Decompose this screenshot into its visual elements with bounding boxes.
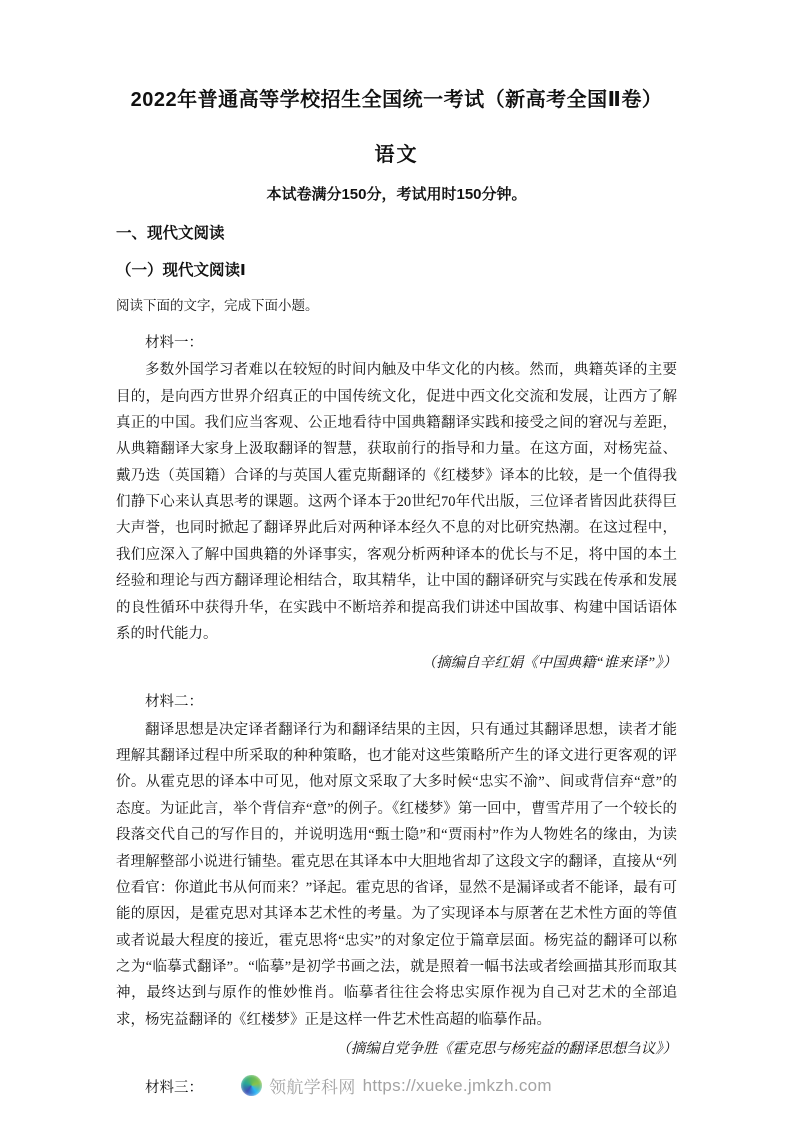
site-logo-icon bbox=[241, 1075, 262, 1096]
subsection-heading-reading-1: （一）现代文阅读Ⅰ bbox=[116, 262, 246, 279]
material-2-source: （摘编自党争胜《霍克思与杨宪益的翻译思想刍议》） bbox=[336, 1041, 677, 1058]
material-2-label: 材料二： bbox=[145, 694, 203, 710]
site-url: https://xueke.jmkzh.com bbox=[362, 1075, 552, 1095]
material-1-source: （摘编自辛红娟《中国典籍“谁来译”》） bbox=[421, 655, 677, 672]
site-name: 领航学科网 bbox=[269, 1078, 356, 1097]
watermark-footer bbox=[0, 1073, 793, 1098]
material-3-label: 材料三： bbox=[145, 1079, 203, 1096]
material-2-text: 翻译思想是决定译者翻译行为和翻译结果的主因，只有通过其翻译思想，读者才能理解其翻译过程中所采取的种种策略，也才能对这些策略所产生的译文进行更客观的评价。从霍克思的译本中可见，他对原文采取了大多时候“忠实不渝”、间或背信弃“意”的态度。为证此言，举个背信弃“意”的例子。《红楼梦》第一回中，曹雪芹用了一个较长的段落交代自己的写作目的，并说明选用“甄士隐”和“贾雨村”作为人物姓名的缘由，为读者理解整部小说进行铺垫。霍克思在其译本中大胆地省却了这段文字的翻译，直接从“列位看官：你道此书从何而来？”译起。霍克思的省译，显然不是漏译或者不能译，最有可能的原因，是霍克思对其译本艺术性的考量。为了实现译本与原著在艺术性方面的等值或者说最大程度的接近，霍克思将“忠实”的对象定位于篇章层面。杨宪益的翻译可以称之为“临摹式翻译”。“临摹”是初学书画之法，就是照着一幅书法或者绘画描其形而取其神，最终达到与原作的惟妙惟肖。临摹者往往会将忠实原作视为自己对艺术的全部追求，杨宪益翻译的《红楼梦》正是这样一件艺术性高超的临摹作品。 bbox=[116, 721, 677, 1028]
section-heading-modern-reading: 一、现代文阅读 bbox=[116, 225, 225, 242]
material-1-label: 材料一： bbox=[145, 334, 203, 351]
exam-title: 2022年普通高等学校招生全国统一考试（新高考全国Ⅱ卷） bbox=[130, 89, 663, 111]
material-1-text: 多数外国学习者难以在较短的时间内触及中华文化的内核。然而，典籍英译的主要目的，是向西方世界介绍真正的中国传统文化，促进中西文化交流和发展，让西方了解真正的中国。我们应当客观、公正地看待中国典籍翻译实践和接受之间的窘况与差距，从典籍翻译大家身上汲取翻译的智慧，获取前行的指导和力量。在这方面，对杨宪益、戴乃迭（英国籍）合译的与英国人霍克斯翻译的《红楼梦》译本的比较，是一个值得我们静下心来认真思考的课题。这两个译本于20世纪70年代出版，三位译者皆因此获得巨大声誉，也同时掀起了翻译界此后对两种译本经久不息的对比研究热潮。在这过程中，我们应深入了解中国典籍的外译事实，客观分析两种译本的优长与不足，将中国的本土经验和理论与西方翻译理论相结合，取其精华，让中国的翻译研究与实践在传承和发展的良性循环中获得升华，在实践中不断培养和提高我们讲述中国故事、构建中国话语体系的时代能力。 bbox=[116, 362, 677, 642]
exam-subject: 语文 bbox=[374, 144, 419, 166]
exam-info-line: 本试卷满分150分，考试用时150分钟。 bbox=[266, 186, 527, 203]
reading-instruction: 阅读下面的文字，完成下面小题。 bbox=[116, 298, 319, 313]
